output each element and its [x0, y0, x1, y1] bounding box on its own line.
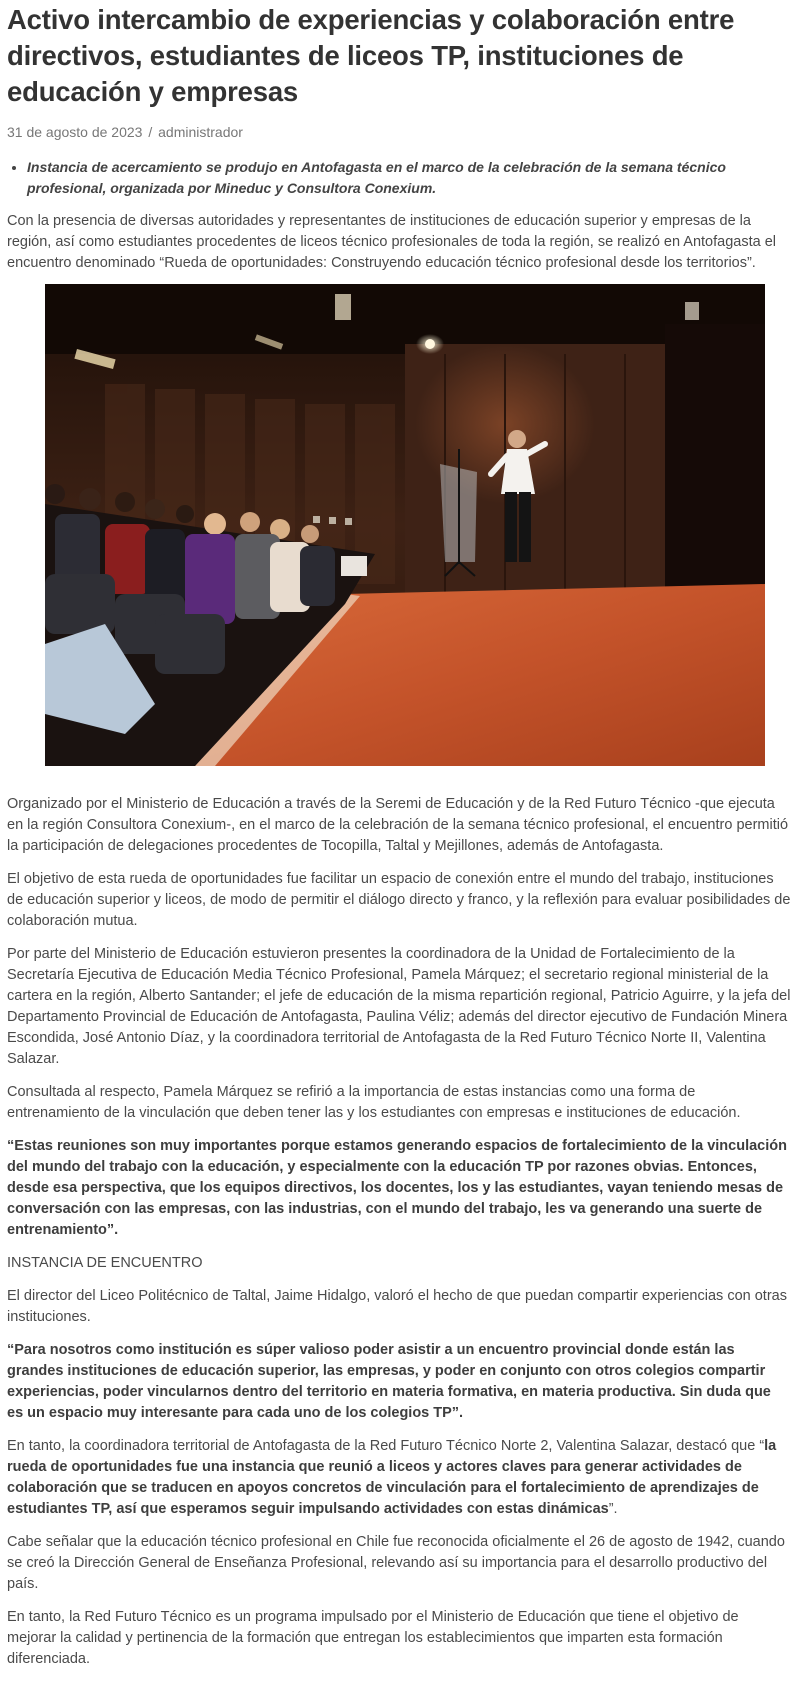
paragraph-objective: El objetivo de esta rueda de oportunidades fue facilitar un espacio de conexión entre el mundo del trabajo, instituciones de educación superior y liceos, de modo de permitir el diálogo directo y franco, y la reflexión para evaluar posibilidades de colaboración mutua.	[7, 871, 791, 929]
meta-separator: /	[148, 124, 153, 140]
paragraph-organization: Organizado por el Ministerio de Educación a través de la Seremi de Educación y de la Red Futuro Técnico -que ejecuta en la región Consultora Conexium-, en el marco de la celebración de la semana técnico profesional, el encuentro permitió la participación de delegaciones procedentes de Tocopilla, Taltal y Mejillones, además de Antofagasta.	[7, 796, 789, 854]
paragraph-attendees: Por parte del Ministerio de Educación estuvieron presentes la coordinadora de la Unidad de Fortalecimiento de la Secretaría Ejecutiva de Educación Media Técnico Profesional, Pamela Márquez; el secretario regional ministerial de la cartera en la región, Alberto Santander; el jefe de educación de la misma repartición regional, Patricio Aguirre, y la jefa del Departamento Provincial de Educación de Antofagasta, Paulina Véliz; además del director ejecutivo de Fundación Minera Escondida, José Antonio Díaz, y la coordinadora territorial de Antofagasta de la Red Futuro Técnico Norte II, Valentina Salazar.	[7, 946, 791, 1067]
salazar-tail: ”.	[608, 1501, 618, 1517]
article-title: Activo intercambio de experiencias y colaboración entre directivos, estudiantes de liceos TP, instituciones de educación y empresas	[7, 4, 735, 107]
highlight-item: • Instancia de acercamiento se produjo en Antofagasta en el marco de la celebración de la semana técnico profesional, organizada por Mineduc y Consultora Conexium.	[27, 157, 791, 199]
article	[0, 2, 797, 1670]
salazar-quote: la rueda de oportunidades fue una instancia que reunió a liceos y actores claves para generar actividades de colaboración que se traducen en apoyos concretos de vinculación para el fortalecimiento de aprendizajes de estudiantes TP, así que esperamos seguir impulsando actividades con estas dinámicas	[7, 1438, 777, 1517]
section-subheading: INSTANCIA DE ENCUENTRO	[7, 1255, 203, 1271]
salazar-lead: En tanto, la coordinadora territorial de Antofagasta de la Red Futuro Técnico Norte 2, Valentina Salazar, destacó que “	[7, 1438, 765, 1454]
event-photo-illustration	[45, 284, 765, 766]
article-date: 31 de agosto de 2023	[7, 124, 143, 140]
paragraph-salazar	[7, 1436, 791, 1520]
paragraph-hidalgo: El director del Liceo Politécnico de Taltal, Jaime Hidalgo, valoró el hecho de que puedan compartir experiencias con otras instituciones.	[7, 1288, 787, 1325]
paragraph-red-futuro: En tanto, la Red Futuro Técnico es un programa impulsado por el Ministerio de Educación que tiene el objetivo de mejorar la calidad y pertinencia de la formación que entregan los establecimientos que imparten esta formación diferenciada.	[7, 1609, 739, 1667]
quote-marquez: “Estas reuniones son muy importantes porque estamos generando espacios de fortalecimiento de la vinculación del mundo del trabajo con la educación, y especialmente con la educación TP por razones obvias. Entonces, desde esa perspectiva, que los equipos directivos, los docentes, los y las estudiantes, vayan teniendo mesas de conversación con las empresas, con las industrias, con el mundo del trabajo, les va generando una suerte de entrenamiento”.	[7, 1138, 787, 1238]
article-meta	[7, 122, 791, 142]
paragraph-history: Cabe señalar que la educación técnico profesional en Chile fue reconocida oficialmente el 26 de agosto de 1942, cuando se creó la Dirección General de Enseñanza Profesional, relevando así su importancia para el desarrollo productivo del país.	[7, 1534, 785, 1592]
event-photo	[45, 284, 765, 766]
paragraph-intro: Con la presencia de diversas autoridades y representantes de instituciones de educación superior y empresas de la región, así como estudiantes procedentes de liceos técnico profesionales de toda la región, se realizó en Antofagasta el encuentro denominado “Rueda de oportunidades: Construyendo educación técnico profesional desde los territorios”.	[7, 213, 776, 271]
quote-hidalgo: “Para nosotros como institución es súper valioso poder asistir a un encuentro provincial donde están las grandes instituciones de educación superior, las empresas, y poder en conjunto con otros colegios compartir experiencias, poder vincularnos dentro del territorio en materia formativa, en materia productiva. Sin duda que es un espacio muy interesante para cada uno de los colegios TP”.	[7, 1342, 771, 1421]
article-author[interactable]: administrador	[158, 124, 243, 140]
figure-spacer	[7, 766, 791, 794]
paragraph-marquez: Consultada al respecto, Pamela Márquez se refirió a la importancia de estas instancias como una forma de entrenamiento de la vinculación que deben tener las y los estudiantes con empresas e instituciones de educación.	[7, 1084, 741, 1121]
highlight-list	[7, 157, 791, 199]
